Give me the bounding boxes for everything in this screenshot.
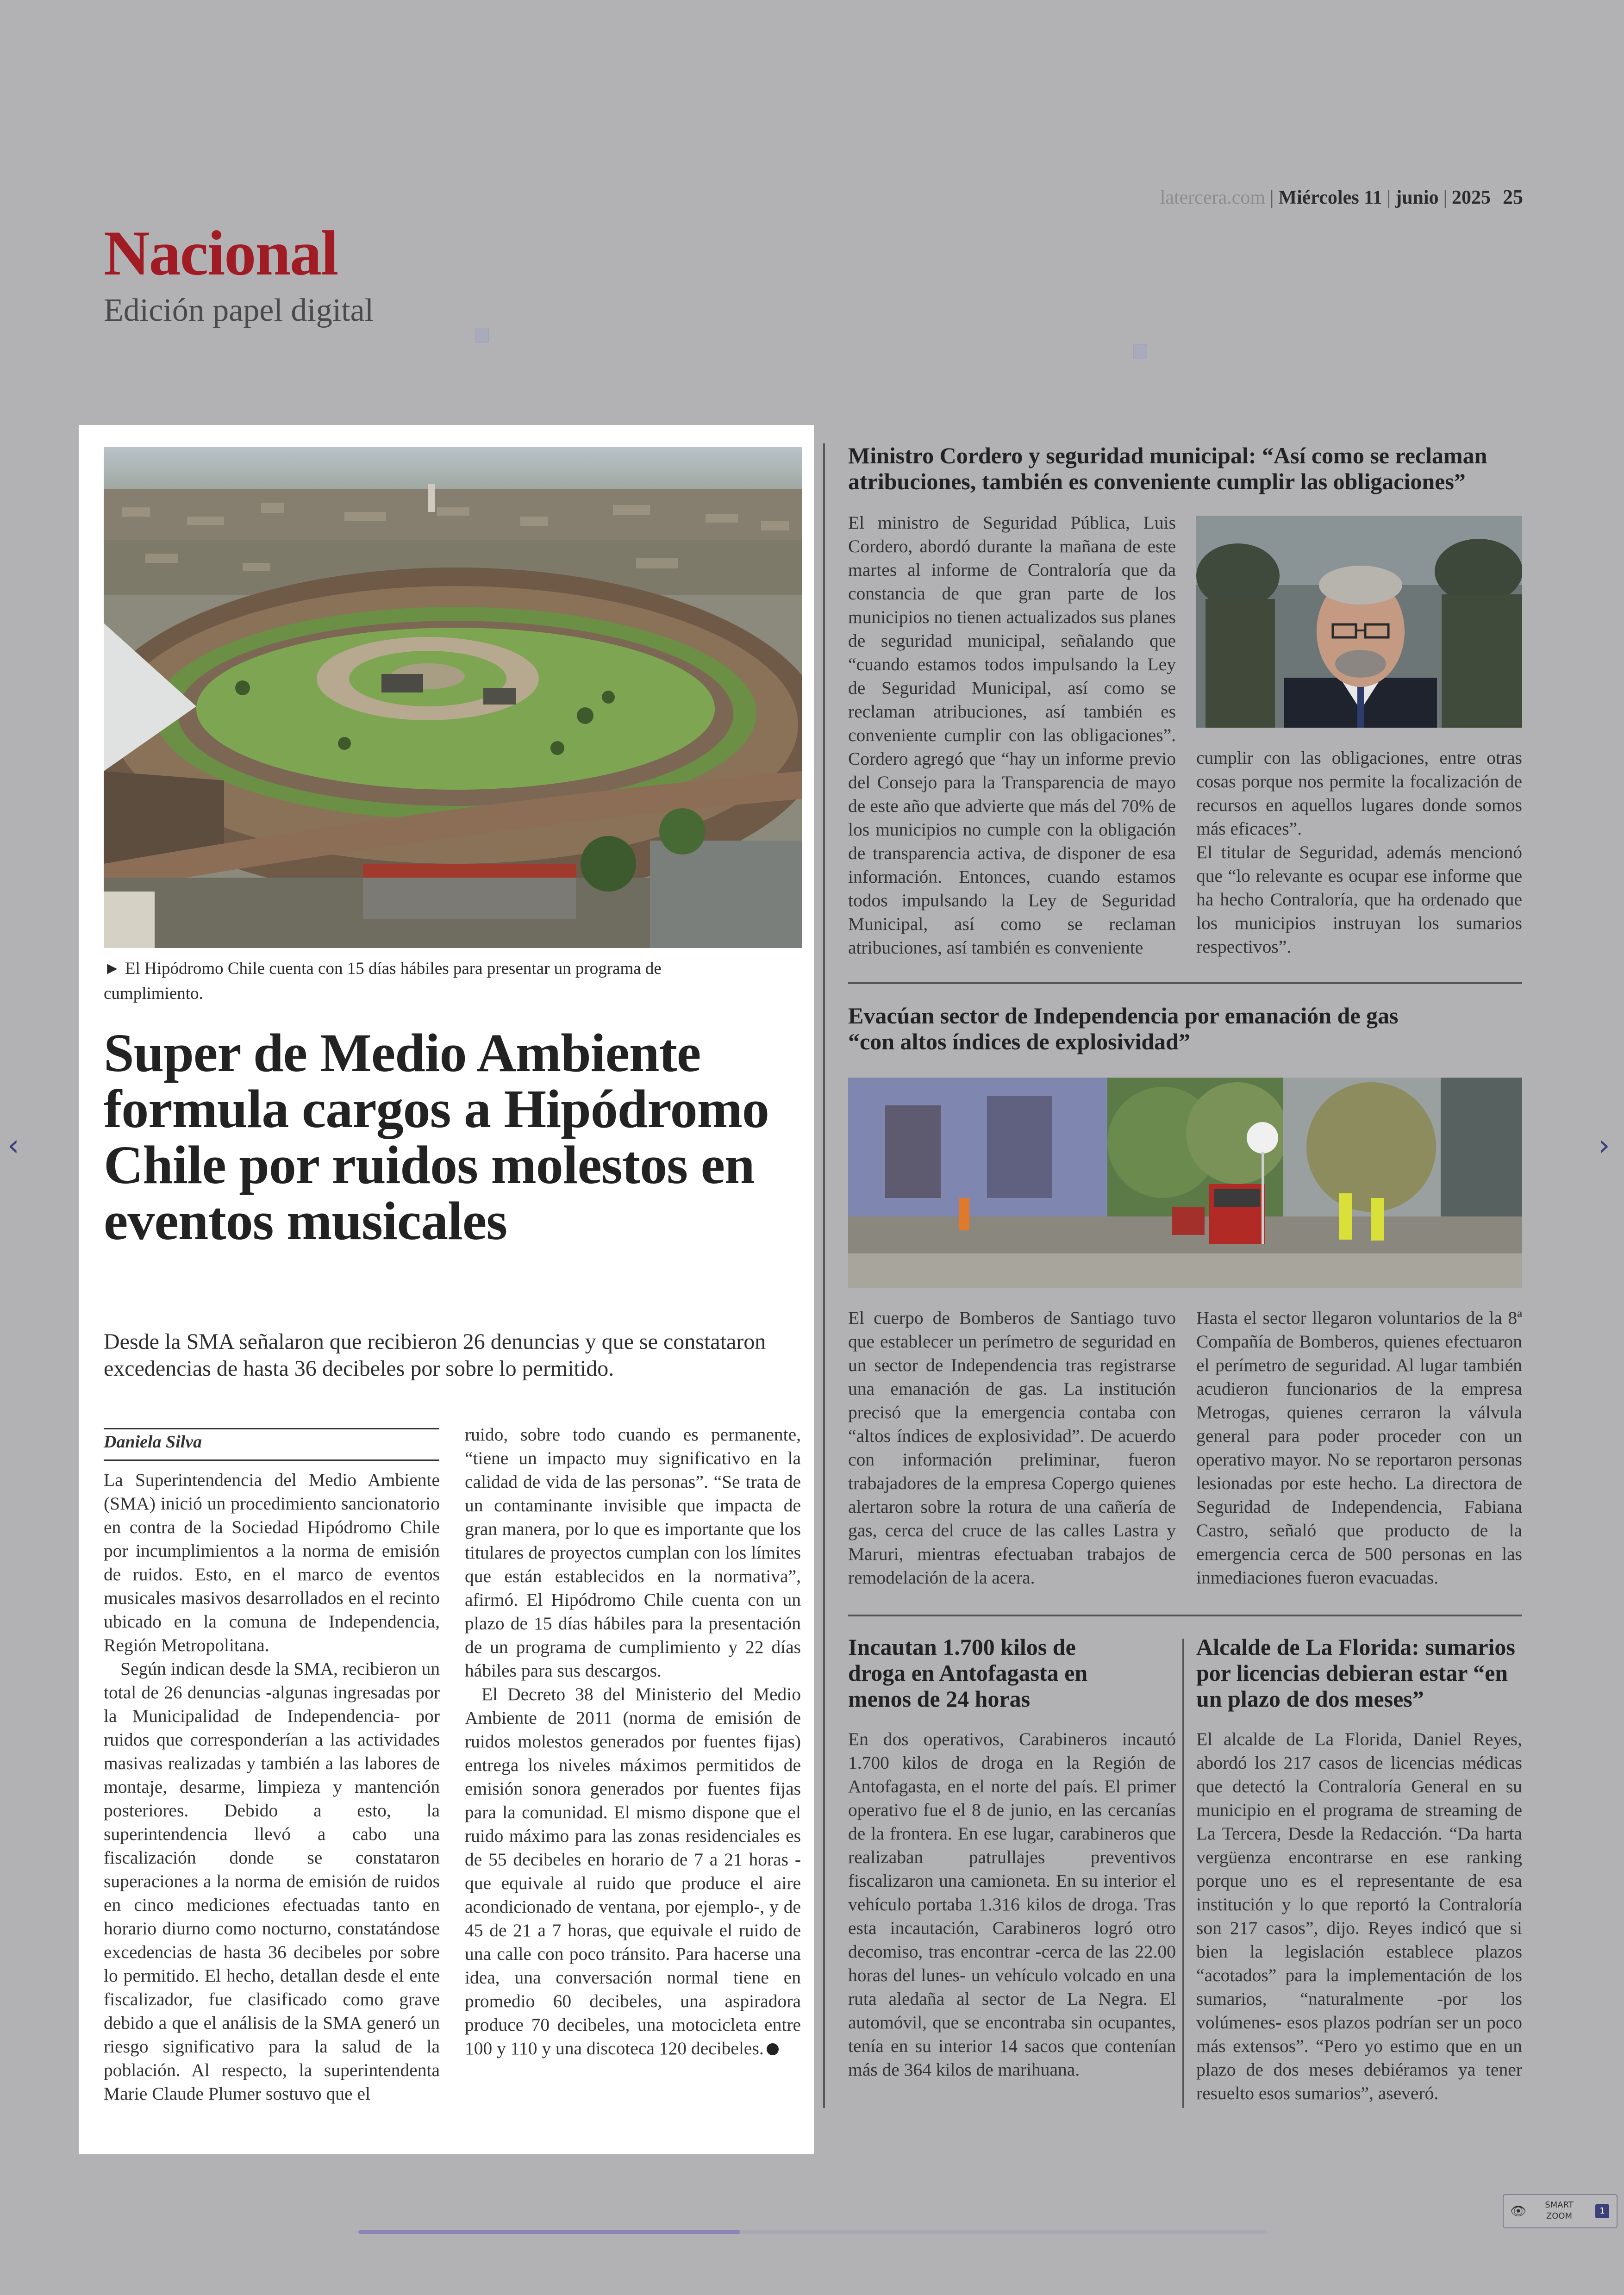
byline-rule [104, 1428, 439, 1429]
main-headline: Super de Medio Ambiente formula cargos a Hipódromo Chile por ruidos molestos en eventos musicales [104, 1023, 769, 1251]
section-subtitle: Edición papel digital [104, 293, 374, 328]
page-number: 25 [1503, 186, 1523, 208]
story-divider [848, 1615, 1522, 1616]
page-progress-fill [358, 2230, 740, 2234]
smart-zoom-button[interactable] [1503, 2194, 1618, 2228]
cordero-photo [1196, 516, 1522, 728]
column-rule [1182, 1639, 1184, 2108]
paragraph: La Superintendencia del Medio Ambiente (SMA) inició un procedimiento sancionatorio en contra de la Sociedad Hipódromo Chile por incumplimientos a la norma de emisión de ruidos. Esto, en el marco de eventos musicales masivos desarrollados en el recinto ubicado en la comuna de Independencia, Región Metropolitana. [104, 1470, 440, 1655]
page-header-line: latercera.com | Miércoles 11 | junio | 2025 25 [1160, 186, 1523, 208]
paragraph-text: El Decreto 38 del Ministerio del Medio Ambiente de 2011 (norma de emisión de ruidos molestos generados por fuentes fijas) entrega los niveles máximos permitidos de emisión sonora generados por fuentes fijas para la comunidad. El mismo dispone que el ruido máximo para las zonas residenciales es de 55 decibeles en horario de 7 a 21 horas -que equivale al ruido que produce el aire acondicionado de ventana, por ejemplo-, y de 45 de 21 a 7 horas, que equivale el ruido de una calle con poco tránsito. Para hacerse una idea, una conversación normal tiene en promedio 60 decibeles, una aspiradora produce 70 decibeles, una motocicleta entre 100 y 110 y una discoteca 120 decibeles. [465, 1684, 801, 2058]
smart-zoom-label: SMART ZOOM [1545, 2200, 1574, 2221]
byline: Daniela Silva [104, 1432, 202, 1452]
story-divider [848, 982, 1522, 984]
main-story-column-2 [465, 1423, 801, 2060]
independencia-photo [848, 1078, 1522, 1288]
droga-body: En dos operativos, Carabineros incautó 1.700 kilos de droga en la Región de Antofagasta, en el norte del país. El primer operativo fue el 8 de junio, en las cercanías de la frontera. En ese lugar, carabineros que realizaban patrullajes preventivos fiscalizaron una camioneta. En su interior el vehículo portaba 1.316 kilos de droga. Tras esta incautación, Carabineros logró otro decomiso, tras encontrar -cerca de las 22.00 horas del lunes- un vehículo volcado en una ruta aledaña al sector de La Negra. El automóvil, que se encontraba sin ocupantes, tenía en su interior 14 sacos que contenían más de 364 kilos de marihuana. [848, 1729, 1176, 2080]
independencia-column-1: El cuerpo de Bomberos de Santiago tuvo que establecer un perímetro de seguridad en un sector de Independencia tras registrarse una emanación de gas. La institución precisó que la emergencia contaba con “altos índices de explosividad”. De acuerdo con información preliminar, fueron trabajadores de la empresa Copergo quienes alertaron sobre la rotura de una cañería de gas, cerca del cruce de las calles Lastra y Maruri, mientras efectuaban trabajos de remodelación de la acera. [848, 1308, 1176, 1588]
independencia-headline: Evacúan sector de Independencia por emanación de gas “con altos índices de explosividad” [848, 1003, 1399, 1054]
paragraph: Según indican desde la SMA, recibieron un total de 26 denuncias -algunas ingresadas por la Municipalidad de Independencia- por ruidos que corresponderían a las actividades masivas realizadas y también a las labores de montaje, desarme, limpieza y mantención posteriores. Debido a esto, la superintendencia llevó a cabo una fiscalización donde se constataron superaciones a la norma de emisión de ruidos en cinco mediciones efectuadas tanto en horario diurno como nocturno, constatándose excedencias de hasta 36 decibeles por sobre lo permitido. El hecho, detallan desde el ente fiscalizador, fue clasificado como grave debido a que el análisis de la SMA generó un riesgo significativo para la salud de la población. Al respecto, la superintendenta Marie Claude Plumer sostuvo que el [104, 1659, 440, 2104]
eye-icon: 👁 [1510, 2203, 1527, 2219]
column-rule [823, 443, 825, 2108]
end-mark-icon [767, 2043, 779, 2055]
header-month: junio [1395, 187, 1439, 208]
paragraph: cumplir con las obligaciones, entre otras cosas porque nos permite la focalización de recursos en aquellos lugares donde somos más eficaces”. [1196, 748, 1522, 839]
chevron-left-icon[interactable]: ‹ [7, 1129, 19, 1163]
chevron-right-icon[interactable]: › [1598, 1129, 1610, 1163]
florida-headline: Alcalde de La Florida: sumarios por licencias debieran estar “en un plazo de dos meses” [1196, 1634, 1515, 1712]
independencia-column-2: Hasta el sector llegaron voluntarios de la 8ª Compañía de Bomberos, quienes efectuaron el perímetro de seguridad. Al lugar también acudieron funcionarios de la empresa Metrogas, quienes cerraron la válvula general para poder proceder con un operativo mayor. No se reportaron personas lesionadas por este hecho. La directora de Seguridad de Independencia, Fabiana Castro, señaló que producto de la emergencia cerca de 500 personas en las inmediaciones fueron evacuadas. [1196, 1308, 1522, 1588]
cordero-headline: Ministro Cordero y seguridad municipal: “Así como se reclaman atribuciones, también es conveniente cumplir las obligaciones” [848, 443, 1487, 494]
droga-headline: Incautan 1.700 kilos de droga en Antofagasta en menos de 24 horas [848, 1634, 1088, 1712]
hotspot-marker[interactable] [475, 328, 489, 343]
cordero-column-1: El ministro de Seguridad Pública, Luis Cordero, abordó durante la mañana de este martes al informe de Contraloría que da constancia de que gran parte de los municipios no tienen actualizados sus planes de seguridad municipal, señalando que “cuando estamos todos impulsando la Ley de Seguridad Municipal, así como se reclaman atribuciones, así también es conveniente cumplir con las obligaciones”. Cordero agregó que “hay un informe previo del Consejo para la Transparencia de mayo de este año que advierte que más del 70% de los municipios no cumple con la obligación de transparencia activa, de disponer de esa información. Entonces, cuando estamos todos impulsando la Ley de Seguridad Municipal, así como se reclaman atribuciones, así también es conveniente [848, 512, 1176, 958]
main-dek: Desde la SMA señalaron que recibieron 26 denuncias y que se constataron excedencias de hasta 36 decibeles por sobre lo permitido. [104, 1329, 766, 1381]
hipodromo-photo [104, 447, 802, 948]
hotspot-marker[interactable] [1133, 344, 1147, 359]
paragraph [465, 1683, 801, 2060]
florida-body: El alcalde de La Florida, Daniel Reyes, abordó los 217 casos de licencias médicas que detectó la Contraloría General en su municipio en el programa de streaming de La Tercera, Desde la Redacción. “Da harta vergüenza encontrarse en ese ranking porque uno es el representante de esa institución y lo que reportó la Contraloría son 217 casos”, dijo. Reyes indicó que si bien la legislación establece plazos “acotados” para la implementación de los sumarios, “naturalmente -por los volúmenes- esos plazos podrían ser un poco más extensos”. “Pero yo estimo que en un plazo de dos meses debiéramos ya tener resuelto esos sumarios”, aseveró. [1196, 1729, 1522, 2103]
cordero-column-2 [1196, 746, 1522, 959]
section-title: Nacional [104, 218, 338, 288]
header-year: 2025 [1452, 187, 1491, 208]
main-story-column-1 [104, 1468, 440, 2106]
paragraph: El titular de Seguridad, además mencionó que “lo relevante es ocupar ese informe que ha hecho Contraloría, que ha ordenado que los municipios instruyan los sumarios respectivos”. [1196, 842, 1522, 957]
smart-zoom-badge: 1 [1595, 2204, 1609, 2218]
byline-rule [104, 1459, 439, 1461]
site-name: latercera.com [1160, 187, 1266, 208]
photo-caption: ► El Hipódromo Chile cuenta con 15 días hábiles para presentar un programa de cumplimiento. [104, 959, 662, 1003]
header-day: Miércoles 11 [1278, 187, 1382, 208]
paragraph: ruido, sobre todo cuando es permanente, “tiene un impacto muy significativo en la calidad de vida de las personas”. “Se trata de un contaminante invisible que impacta de gran manera, por lo que es importante que los titulares de proyectos cumplan con los límites que están establecidos en la normativa”, afirmó. El Hipódromo Chile cuenta con un plazo de 15 días hábiles para la presentación de un programa de cumplimiento y 22 días hábiles para sus descargos. [465, 1424, 801, 1681]
